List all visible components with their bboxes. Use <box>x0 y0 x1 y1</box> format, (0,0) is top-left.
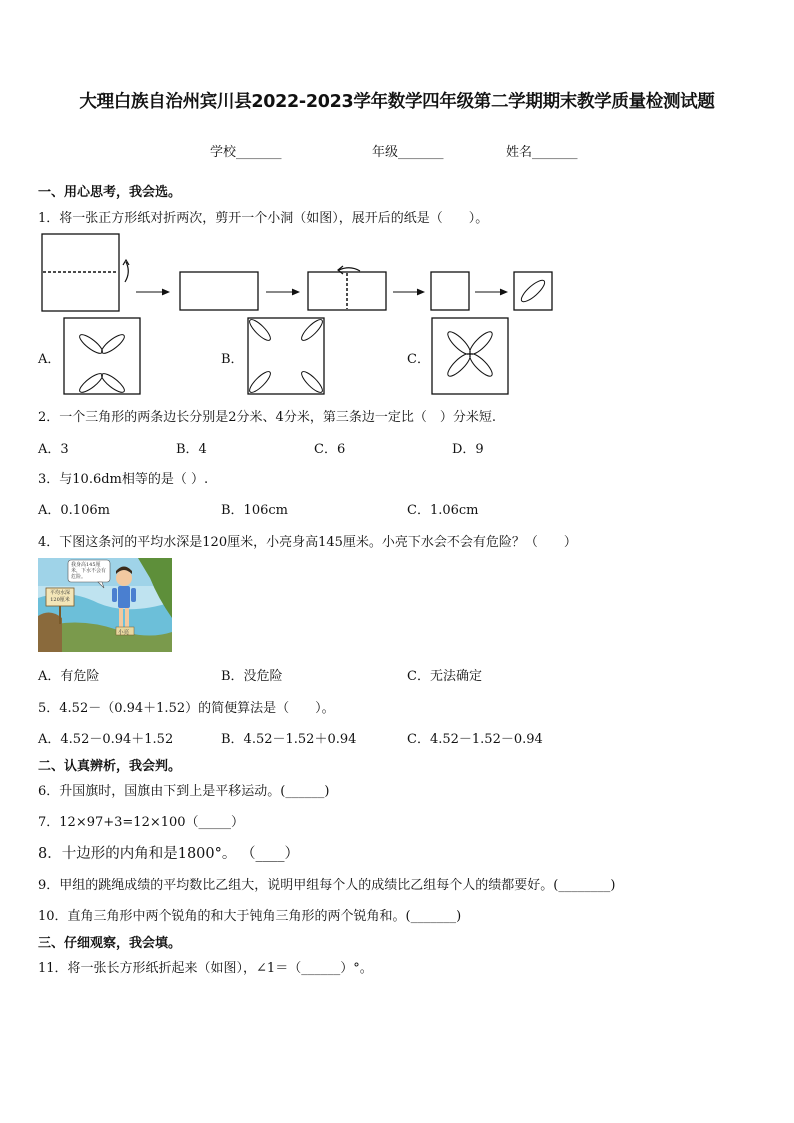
q5-option-a: A．4.52－0.94＋1.52 <box>38 732 174 747</box>
q2-option-c: C．6 <box>314 442 346 457</box>
section-3-heading: 三、仔细观察，我会填。 <box>38 936 182 951</box>
question-5: 5．4.52－（0.94＋1.52）的简便算法是（ ）。 <box>38 701 335 716</box>
speech-bubble-text: 我身高145厘米，下水不会有危险。 <box>71 562 107 580</box>
q4-option-a: A．有危险 <box>38 669 100 684</box>
depth-sign-text: 平均水深120厘米 <box>49 590 70 603</box>
question-8: 8．十边形的内角和是1800°。 （____） <box>38 846 299 862</box>
q1-option-a: A． <box>38 352 61 367</box>
question-1: 1．将一张正方形纸对折两次，剪开一个小洞（如图），展开后的纸是（ ）。 <box>38 211 489 226</box>
q3-option-c: C．1.06cm <box>407 503 479 518</box>
q5-option-c: C．4.52－1.52－0.94 <box>407 732 543 747</box>
school-field: 学校_______ <box>210 145 282 160</box>
question-6: 6．升国旗时，国旗由下到上是平移运动。(______) <box>38 784 330 799</box>
character-caption: 小亮 <box>118 630 130 636</box>
folding-diagram <box>0 228 794 398</box>
page-title: 大理白族自治州宾川县2022-2023学年数学四年级第二学期期末教学质量检测试题 <box>79 92 715 112</box>
section-2-heading: 二、认真辨析，我会判。 <box>38 759 182 774</box>
q3-option-b: B．106cm <box>221 503 288 518</box>
question-7: 7．12×97+3=12×100（_____） <box>38 815 245 830</box>
q2-option-d: D．9 <box>452 442 484 457</box>
question-2: 2．一个三角形的两条边长分别是2分米、4分米，第三条边一定比（ ）分米短. <box>38 410 496 425</box>
question-3: 3．与10.6dm相等的是（ ）. <box>38 472 209 487</box>
q3-option-a: A．0.106m <box>38 503 110 518</box>
q2-option-a: A．3 <box>38 442 69 457</box>
q5-option-b: B．4.52－1.52＋0.94 <box>221 732 357 747</box>
q4-option-b: B．没危险 <box>221 669 283 684</box>
name-field: 姓名_______ <box>506 145 578 160</box>
q1-option-c: C． <box>407 352 430 367</box>
question-10: 10．直角三角形中两个锐角的和大于钝角三角形的两个锐角和。(_______) <box>38 909 462 924</box>
question-4: 4．下图这条河的平均水深是120厘米，小亮身高145厘米。小亮下水会不会有危险？（ ） <box>38 535 577 550</box>
q1-option-b: B． <box>221 352 244 367</box>
question-9: 9．甲组的跳绳成绩的平均数比乙组大，说明甲组每个人的成绩比乙组每个人的绩都要好。(________) <box>38 878 616 893</box>
river-illustration <box>38 558 172 652</box>
q2-option-b: B．4 <box>176 442 207 457</box>
grade-field: 年级_______ <box>372 145 444 160</box>
section-1-heading: 一、用心思考，我会选。 <box>38 185 182 200</box>
question-11: 11．将一张长方形纸折起来（如图），∠1＝（______）°。 <box>38 961 373 976</box>
q4-option-c: C．无法确定 <box>407 669 482 684</box>
